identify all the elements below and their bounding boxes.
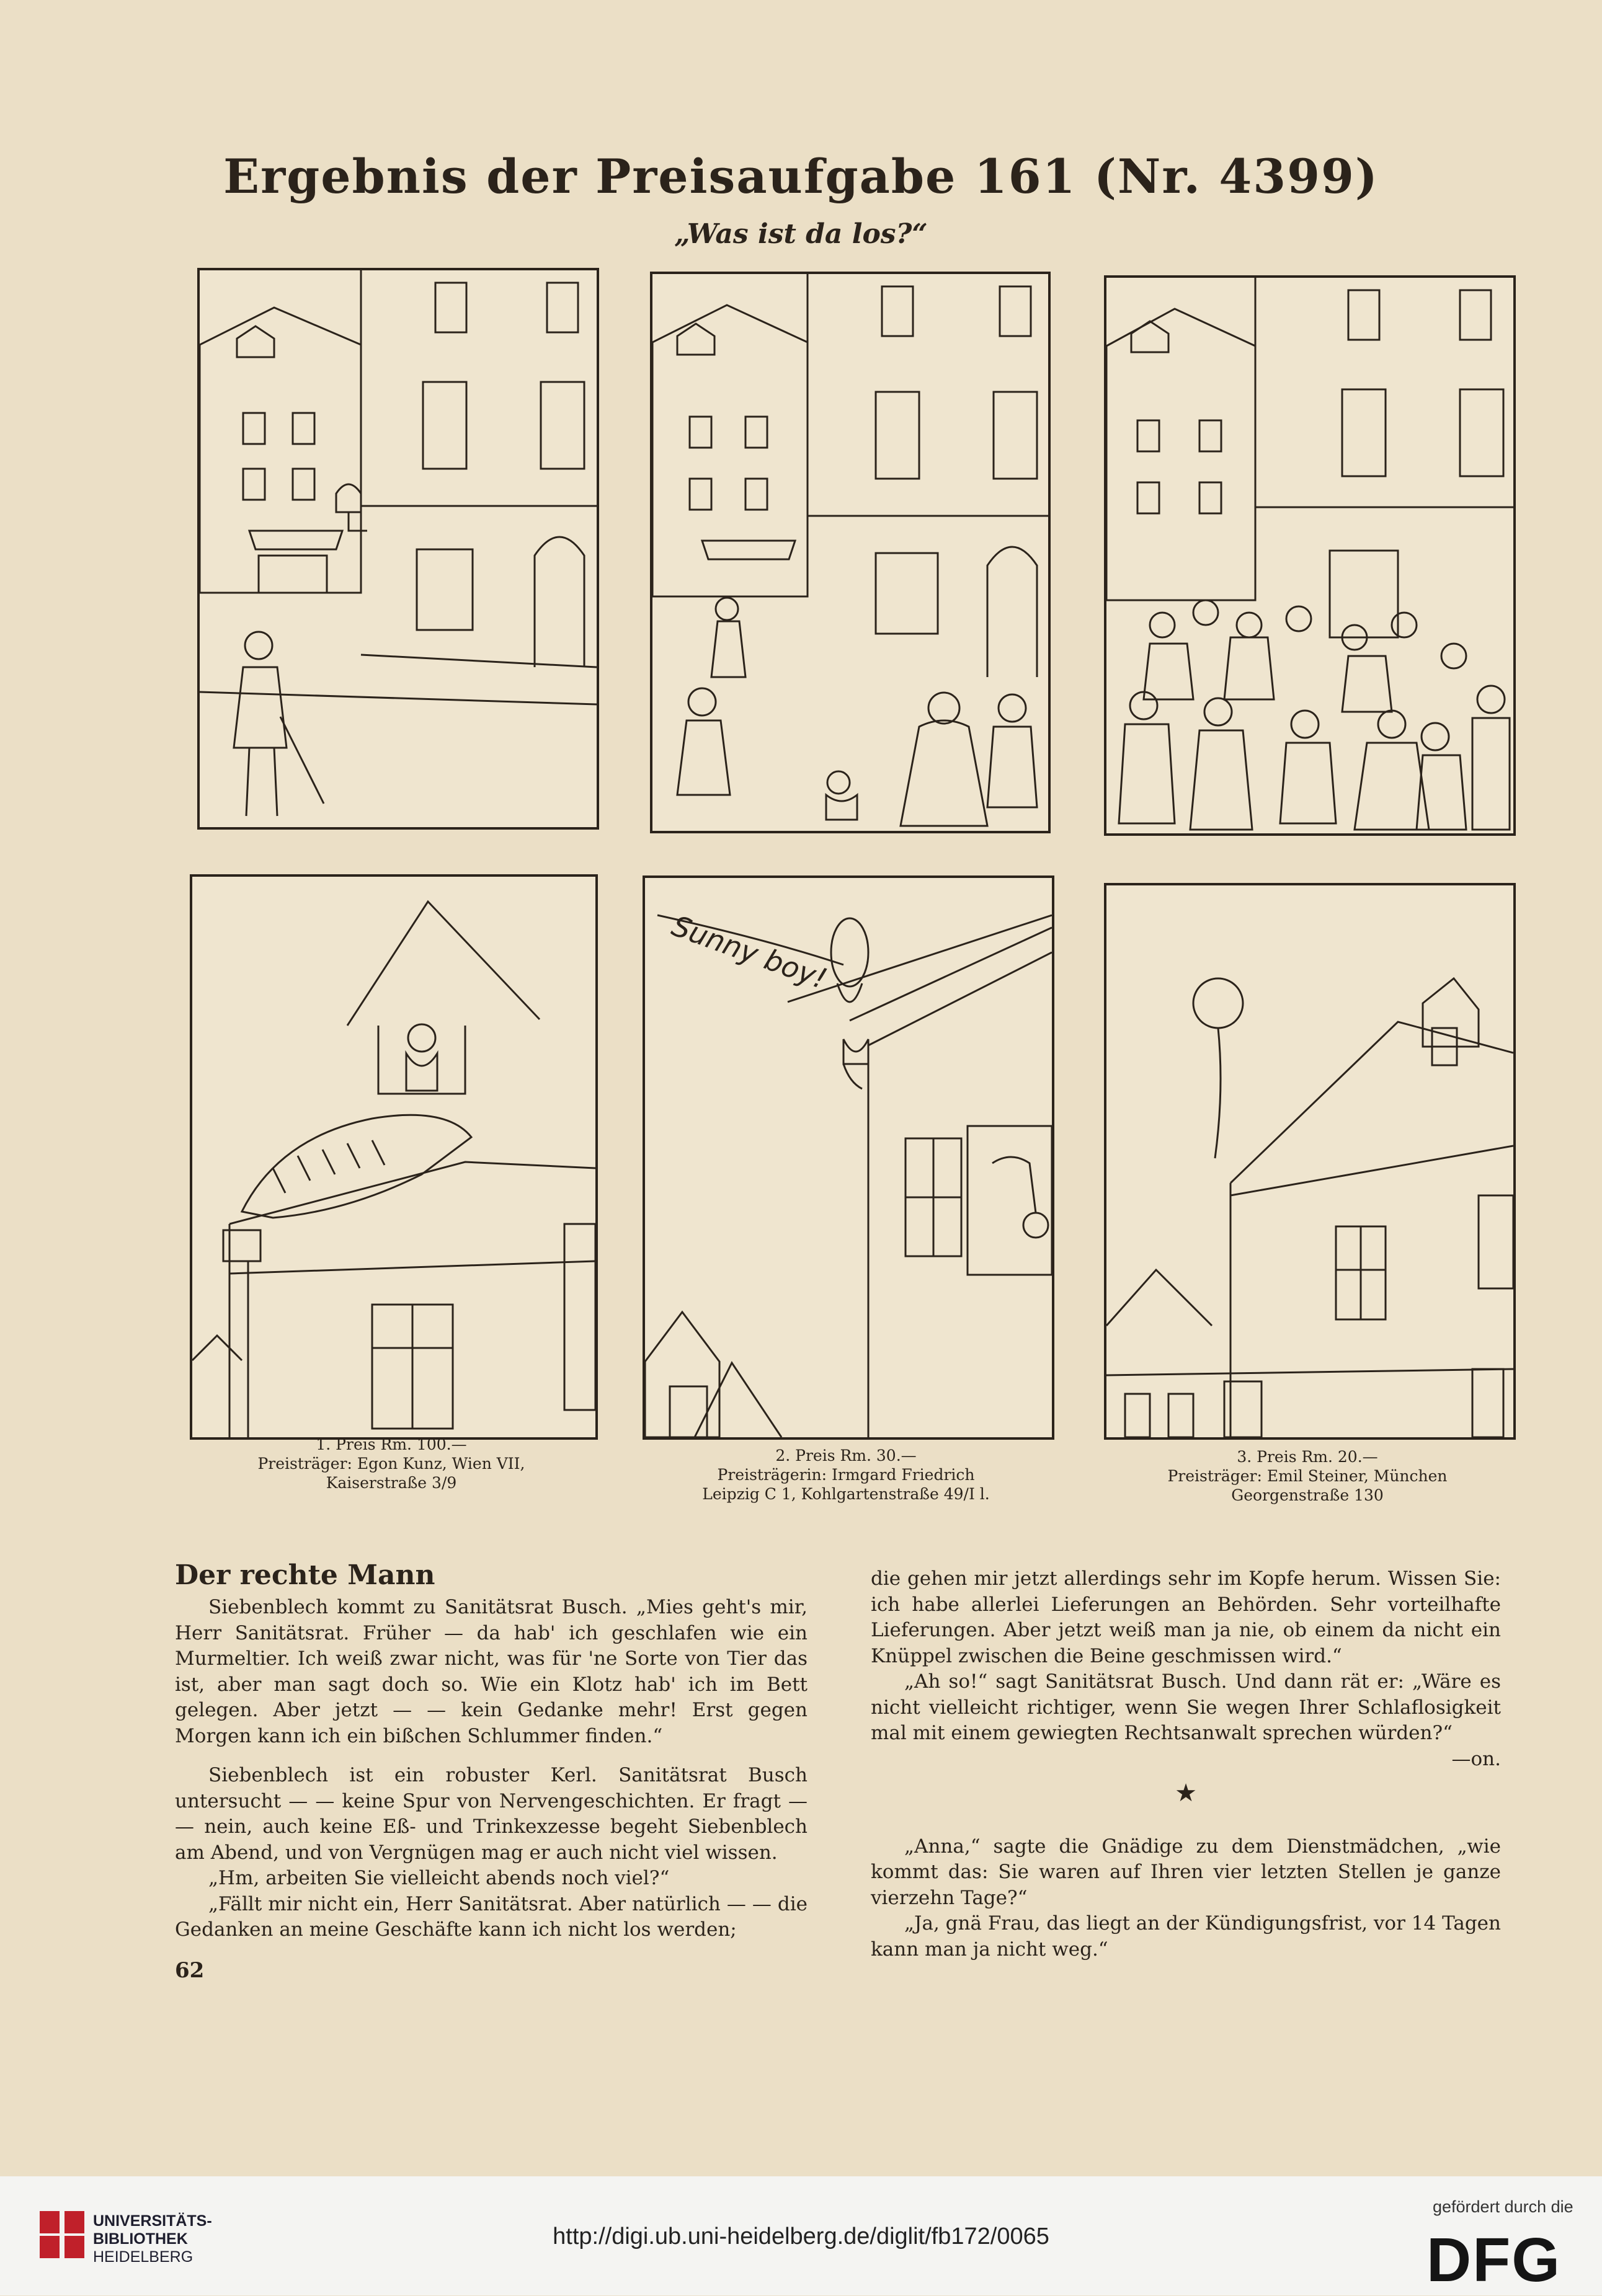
parrot-window-illustration (645, 878, 1052, 1437)
street-scene-illustration (200, 270, 597, 827)
comic-panel-6 (1104, 883, 1516, 1440)
article-paragraph: „Fällt mir nicht ein, Herr Sanitätsrat. Aber natürlich — — die Gedanken an meine Geschäfte kann ich nicht los werden; (175, 1892, 808, 1941)
article-headline: Der rechte Mann (175, 1559, 435, 1591)
prize-amount: 2. Preis Rm. 30.— (775, 1447, 917, 1465)
prize-caption-1 (190, 1435, 593, 1492)
sponsor-label: gefördert durch die (1433, 2197, 1573, 2216)
section-separator: ★ (1175, 1779, 1197, 1807)
prize-winner: Preisträger: Egon Kunz, Wien VII, (257, 1455, 525, 1473)
prize-address: Kaiserstraße 3/9 (326, 1474, 457, 1492)
comic-panel-1 (197, 268, 599, 830)
anecdote-paragraph: „Ja, gnä Frau, das liegt an der Kündigungsfrist, vor 14 Tagen kann man ja nicht weg.“ (871, 1912, 1501, 1961)
prize-caption-2 (643, 1446, 1049, 1504)
anecdote-paragraph: „Anna,“ sagte die Gnädige zu dem Dienstmädchen, „wie kommt das: Sie waren auf Ihren vier letzten Stellen je ganze vierzehn Tage?“ (871, 1835, 1501, 1909)
comic-panel-4 (190, 874, 598, 1440)
prize-winner: Preisträgerin: Irmgard Friedrich (717, 1466, 975, 1484)
prize-caption-3 (1104, 1447, 1511, 1505)
speech-bubble-text: Sunny boy! (667, 908, 832, 996)
article-paragraph: „Hm, arbeiten Sie vielleicht abends noch viel?“ (208, 1867, 670, 1889)
article-paragraph: die gehen mir jetzt allerdings sehr im Kopfe herum. Wissen Sie: ich habe allerlei Lieferungen an Behörden. Sehr vorteilhafte Lieferungen. Aber jetzt weiß man ja nie, ob einem da nicht ein Knüppel zwischen die Beine geschmissen wird.“ (871, 1567, 1501, 1667)
article-column-right (871, 1566, 1501, 1962)
library-name: UNIVERSITÄTS- BIBLIOTHEK HEIDELBERG (93, 2212, 212, 2266)
prize-amount: 1. Preis Rm. 100.— (316, 1435, 467, 1453)
cat-on-roof-illustration (192, 877, 595, 1437)
prize-amount: 3. Preis Rm. 20.— (1237, 1448, 1378, 1466)
street-scene-illustration (652, 274, 1048, 831)
street-scene-illustration (1106, 278, 1513, 833)
page-subtitle: „Was ist da los?“ (674, 218, 928, 250)
comic-panel-2 (650, 272, 1051, 833)
page-number: 62 (175, 1958, 205, 1983)
page-title: Ergebnis der Preisaufgabe 161 (Nr. 4399) (223, 149, 1379, 204)
dfg-logo: DFG (1426, 2225, 1562, 2295)
article-paragraph: „Ah so!“ sagt Sanitätsrat Busch. Und dann rät er: „Wäre es nicht vielleicht richtiger, wenn Sie wegen Ihrer Schlaflosigkeit mal mit einem gewiegten Rechtsanwalt sprechen würden?“ (871, 1670, 1501, 1744)
article-paragraph: Siebenblech ist ein robuster Kerl. Sanitätsrat Busch untersucht — — keine Spur von Nervengeschichten. Er fragt — — nein, auch keine Eß- und Trinkexzesse begeht Siebenblech am Abend, und von Vergnügen mag er auch nicht viel wissen. (175, 1764, 808, 1864)
article-column-left (175, 1595, 808, 1943)
article-signature: —on. (1451, 1747, 1501, 1770)
prize-address: Leipzig C 1, Kohlgartenstraße 49/I l. (702, 1485, 990, 1503)
article-paragraph: Siebenblech kommt zu Sanitätsrat Busch. „Mies geht's mir, Herr Sanitätsrat. Früher — da hab' ich geschlafen wie ein Murmeltier. Ich weiß zwar nicht, was für 'ne Sorte von Tier das ist, aber man sagt doch so. Wie ein Klotz hab' ich im Bett gelegen. Aber jetzt — — kein Gedanke mehr! Erst gegen Morgen kann ich ein bißchen Schlummer finden.“ (175, 1596, 808, 1747)
comic-panel-5 (643, 875, 1054, 1440)
balloon-rooftop-illustration (1106, 885, 1513, 1437)
viewer-footer (0, 2176, 1602, 2295)
source-url-link[interactable]: http://digi.ub.uni-heidelberg.de/diglit/fb172/0065 (553, 2223, 1049, 2249)
prize-winner: Preisträger: Emil Steiner, München (1167, 1467, 1448, 1485)
prize-address: Georgenstraße 130 (1231, 1486, 1384, 1504)
comic-panel-3 (1104, 275, 1516, 836)
